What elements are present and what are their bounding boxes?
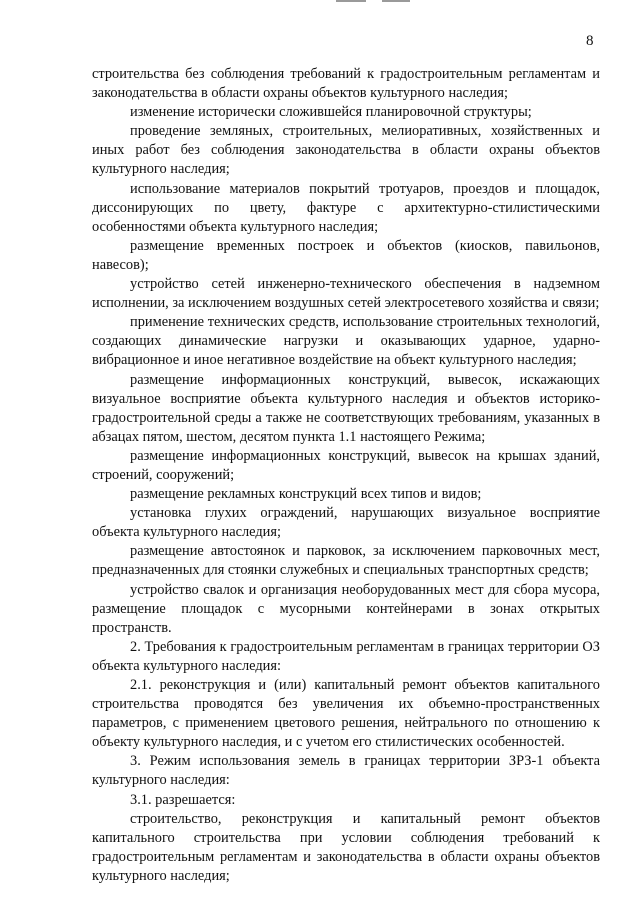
scan-edge-mark-left: [336, 0, 366, 2]
list-item: размещение автостоянок и парковок, за исключением парковочных мест, предназначенных для стоянки служебных и специальных транспортных средств;: [92, 543, 600, 579]
list-item: размещение временных построек и объектов (киосков, павильонов, навесов);: [92, 237, 600, 273]
list-item: применение технических средств, использование строительных технологий, создающих динамические нагрузки и оказывающих ударное, ударно-вибрационное и иное негативное воздействие на объект культурного наследия;: [92, 314, 600, 369]
list-item: строительство, реконструкция и капитальный ремонт объектов капитального строительства при условии соблюдения требований к градостроительным регламентам и законодательства в области охраны объектов культурного наследия;: [92, 810, 600, 884]
document-body: [92, 65, 600, 886]
section-heading: 3. Режим использования земель в границах территории ЗРЗ-1 объекта культурного наследия:: [92, 753, 600, 789]
list-item: размещение рекламных конструкций всех типов и видов;: [130, 486, 482, 503]
list-item: размещение информационных конструкций, вывесок на крышах зданий, строений, сооружений;: [92, 447, 600, 483]
list-item: размещение информационных конструкций, вывесок, искажающих визуальное восприятие объекта культурного наследия и объектов историко-градостроительной среды а также не соответствующих требованиям, указанных в абзацах пятом, шестом, десятом пункта 1.1 настоящего Режима;: [92, 371, 600, 445]
section-heading: 2. Требования к градостроительным регламентам в границах территории ОЗ объекта культурного наследия:: [92, 638, 600, 674]
paragraph: строительства без соблюдения требований к градостроительным регламентам и законодательства в области охраны объектов культурного наследия;: [92, 66, 600, 102]
scan-edge-mark-right: [382, 0, 410, 2]
list-item: проведение земляных, строительных, мелиоративных, хозяйственных и иных работ без соблюдения законодательства в области охраны объектов культурного наследия;: [92, 123, 600, 178]
list-item: изменение исторически сложившейся планировочной структуры;: [130, 104, 532, 121]
list-item: установка глухих ограждений, нарушающих визуальное восприятие объекта культурного наследия;: [92, 505, 600, 541]
list-item: устройство свалок и организация необорудованных мест для сбора мусора, размещение площадок с мусорными контейнерами в зонах открытых пространств.: [92, 581, 600, 636]
page-number: 8: [586, 33, 594, 49]
list-item: устройство сетей инженерно-технического обеспечения в надземном исполнении, за исключением воздушных сетей электросетевого хозяйства и связи;: [92, 276, 600, 312]
list-item: использование материалов покрытий тротуаров, проездов и площадок, диссонирующих по цвету, фактуре с архитектурно-стилистическими особенностями объекта культурного наследия;: [92, 180, 600, 235]
subsection-heading: 3.1. разрешается:: [130, 791, 236, 808]
paragraph: 2.1. реконструкция и (или) капитальный ремонт объектов капитального строительства проводятся без увеличения их объемно-пространственных параметров, с применением цветового решения, нейтрального по отношению к объекту культурного наследия, и с учетом его стилистических особенностей.: [92, 677, 600, 751]
